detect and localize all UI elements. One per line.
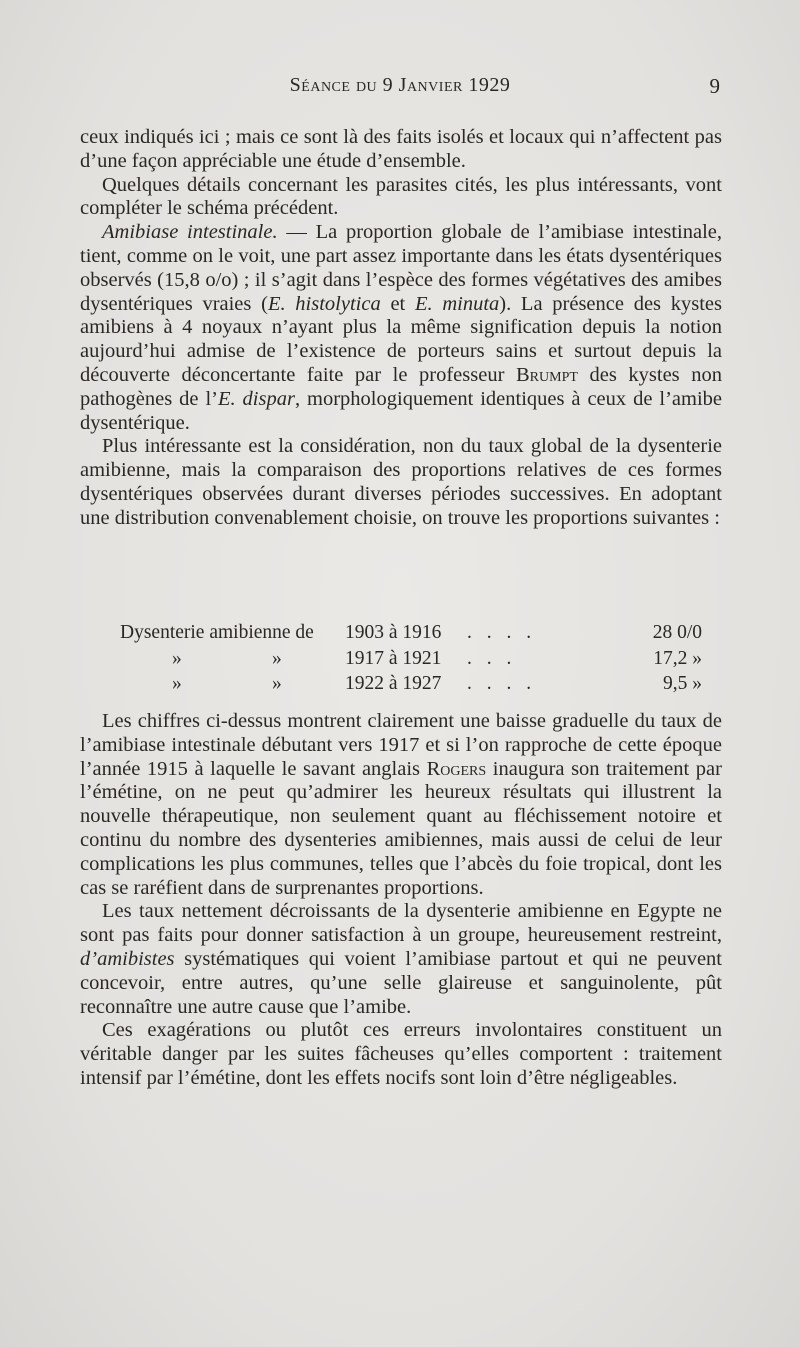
row-period: 1917 à 1921 [345, 647, 442, 669]
ditto-mark: » [172, 647, 182, 669]
paragraph-6 [80, 900, 722, 1019]
body-text-bottom [80, 710, 722, 1091]
paragraph-5-text-a: Les chiffres ci-dessus montrent clairement une baisse graduelle du taux de l’amibiase intestinale débutant vers 1917 et si l’on rapproche de cette époque l’année 1915 à laquelle le savant anglais [80, 710, 722, 780]
ditto-mark: » [272, 673, 282, 694]
paragraph-6-text-b: systématiques qui voient l’amibiase partout et qui ne peuvent concevoir, entre autres, qu’une selle glaireuse et sanguinolente, pût reconnaître une autre cause que l’amibe. [80, 947, 722, 1018]
paragraph-3-text-d: des kystes non pathogènes de l’ [80, 363, 722, 410]
row-period: 1922 à 1927 [345, 673, 442, 694]
species-minuta: E. minuta [414, 292, 500, 315]
row-value: 17,2 » [653, 647, 702, 669]
paragraph-5-text-b: inaugura son traitement par l’émétine, on ne peut qu’admirer les heureux résultats qui illustrent la nouvelle thérapeutique, non seulement quant au fléchissement notoire et continu du nombre des dysenteries amibiennes, mais aussi de celui de leur complications les plus communes, telles que l’abcès du foie tropical, dont les cas se raréfient dans de surprenantes proportions. [80, 757, 722, 899]
body-text-top [80, 126, 722, 531]
paragraph-3-text-b: et [380, 292, 415, 315]
paragraph-3-text-c: ). La présence des kystes amibiens à 4 noyaux n’ayant plus la même signification depuis la notion aujourd’hui admise de l’existence de porteurs sains et surtout depuis la découverte déconcertante faite par le professeur [80, 292, 722, 386]
row-label: Dysenterie amibienne de [120, 622, 314, 643]
table-row [120, 671, 710, 697]
species-dispar: E. dispar [217, 387, 295, 410]
paragraph-3-text-e: , morphologiquement identiques à ceux de l’amibe dysentérique. [80, 387, 722, 434]
paragraph-3 [80, 221, 722, 435]
paragraph-5 [80, 710, 722, 900]
running-title: Séance du 9 Janvier 1929 [289, 74, 511, 96]
page-number: 9 [709, 74, 720, 98]
author-name-rogers: Rogers [426, 757, 487, 780]
paragraph-6-text-a: Les taux nettement décroissants de la dysenterie amibienne en Egypte ne sont pas faits pour donner satisfaction à un groupe, heureusement restreint, [80, 900, 722, 947]
paragraph-2: Quelques détails concernant les parasites cités, les plus intéressants, vont compléter le schéma précédent. [80, 173, 722, 220]
ditto-mark: » [272, 647, 282, 669]
paragraph-7: Ces exagérations ou plutôt ces erreurs involontaires constituent un véritable danger par les suites fâcheuses qu’elles comportent : traitement intensif par l’émétine, dont les effets nocifs sont loin d’être négligeables. [80, 1019, 722, 1089]
table-row [120, 646, 710, 672]
row-leader-dots: . . . . [467, 622, 537, 643]
row-leader-dots: . . . [467, 647, 517, 669]
row-value: 9,5 » [663, 673, 702, 694]
row-leader-dots: . . . . [467, 673, 537, 694]
species-histolytica: E. histolytica [267, 292, 381, 315]
running-header [80, 74, 720, 104]
paragraph-1: ceux indiqués ici ; mais ce sont là des faits isolés et locaux qui n’affectent pas d’une façon appréciable une étude d’ensemble. [80, 126, 722, 172]
proportions-table [120, 620, 710, 697]
table-row [120, 620, 710, 646]
paragraph-3-text-a: — La proportion globale de l’amibiase intestinale, tient, comme on le voit, une part assez importante dans les états dysentériques observés (15,8 o/o) ; il s’agit dans l’espèce des formes végétatives des amibes dysentériques vraies ( [80, 221, 722, 315]
row-period: 1903 à 1916 [345, 622, 442, 643]
row-value: 28 0/0 [652, 622, 702, 643]
ditto-mark: » [172, 673, 182, 694]
paragraph-4: Plus intéressante est la considération, non du taux global de la dysenterie amibienne, mais la comparaison des proportions relatives de ces formes dysentériques observées durant diverses périodes successives. En adoptant une distribution convenablement choisie, on trouve les proportions suivantes : [80, 435, 722, 529]
term-amibistes: d’amibistes [80, 947, 175, 970]
section-heading-amibiase: Amibiase intestinale. [102, 221, 278, 244]
author-name-brumpt: Brumpt [516, 363, 578, 386]
